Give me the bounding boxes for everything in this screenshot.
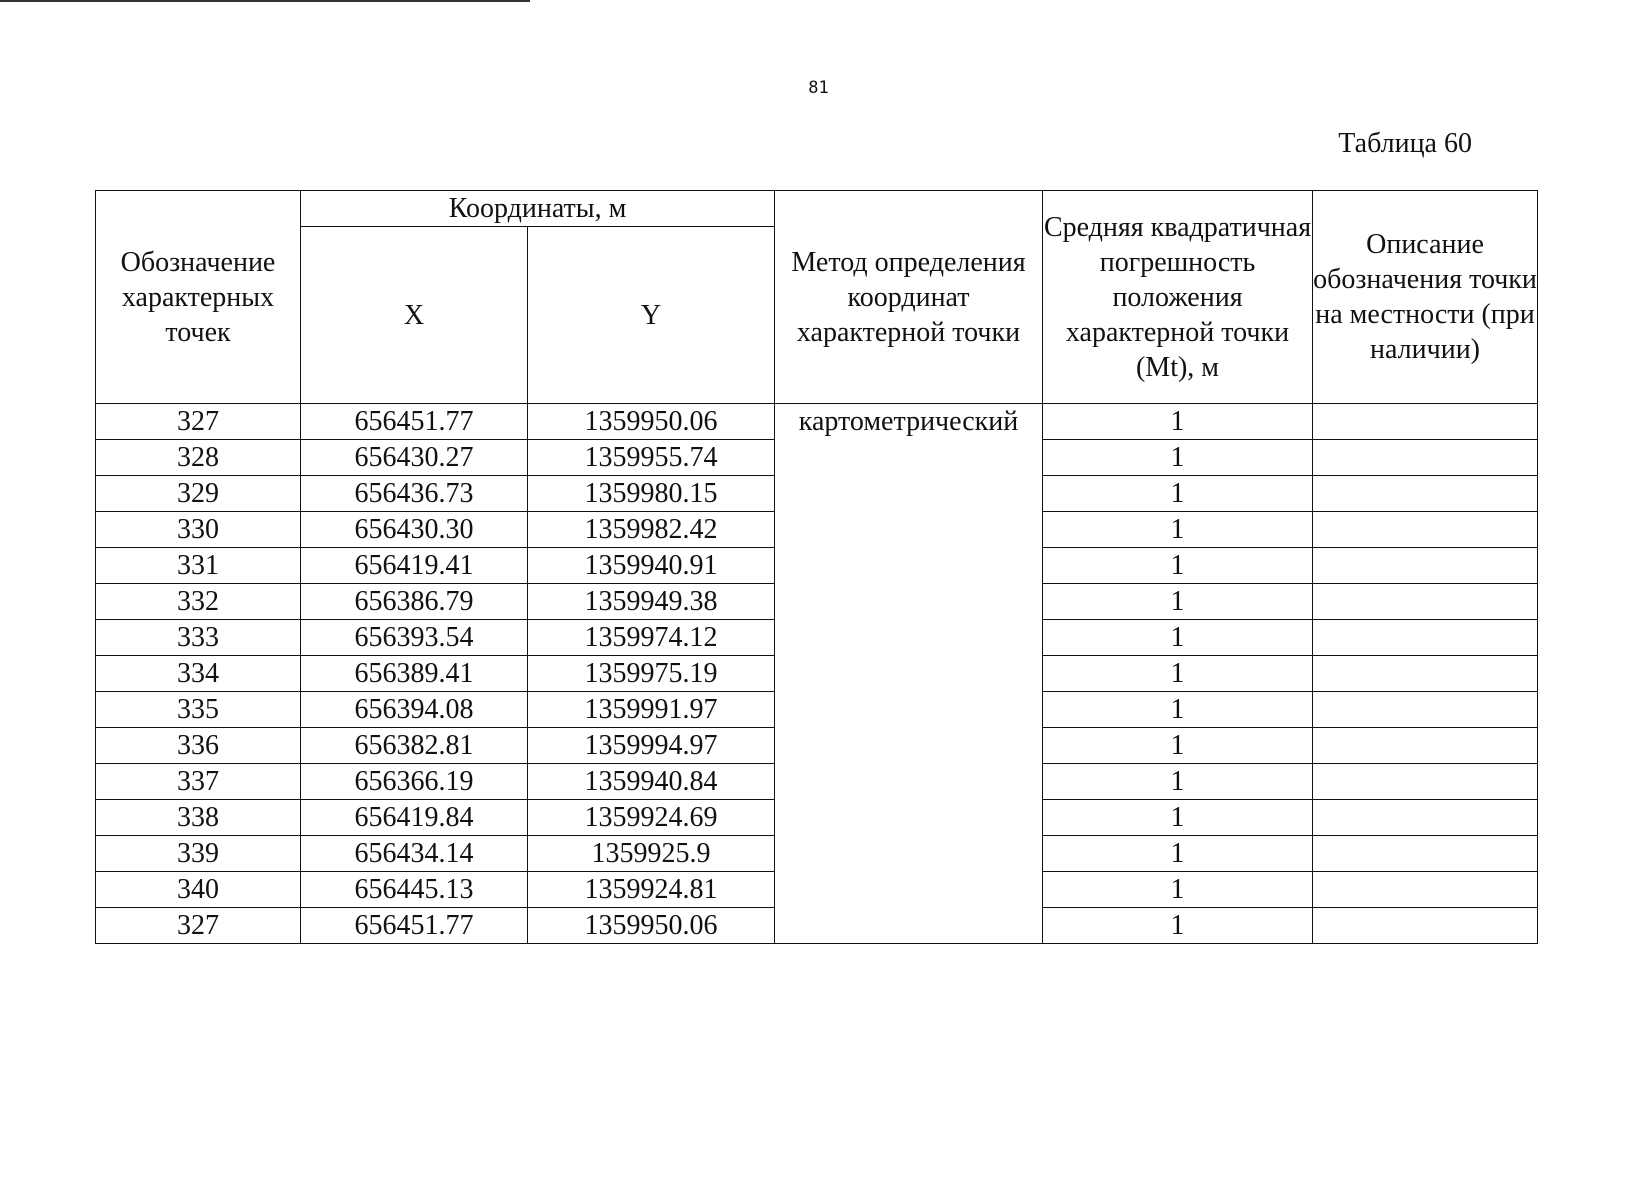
cell-error: 1 <box>1043 872 1313 908</box>
cell-y: 1359950.06 <box>528 908 775 944</box>
cell-y: 1359980.15 <box>528 476 775 512</box>
cell-point: 335 <box>96 692 301 728</box>
cell-description <box>1313 512 1538 548</box>
cell-error: 1 <box>1043 908 1313 944</box>
cell-x: 656389.41 <box>301 656 528 692</box>
cell-y: 1359924.81 <box>528 872 775 908</box>
cell-description <box>1313 908 1538 944</box>
cell-y: 1359949.38 <box>528 584 775 620</box>
cell-y: 1359991.97 <box>528 692 775 728</box>
cell-x: 656419.41 <box>301 548 528 584</box>
table-row <box>96 404 1538 440</box>
cell-error: 1 <box>1043 440 1313 476</box>
cell-point: 328 <box>96 440 301 476</box>
cell-x: 656451.77 <box>301 404 528 440</box>
cell-point: 338 <box>96 800 301 836</box>
cell-error: 1 <box>1043 728 1313 764</box>
header-coordinates: Координаты, м <box>301 191 775 227</box>
cell-description <box>1313 404 1538 440</box>
cell-error: 1 <box>1043 476 1313 512</box>
cell-error: 1 <box>1043 764 1313 800</box>
cell-method: картометрический <box>775 404 1043 944</box>
cell-x: 656419.84 <box>301 800 528 836</box>
cell-description <box>1313 728 1538 764</box>
cell-description <box>1313 872 1538 908</box>
coordinates-table <box>95 190 1538 944</box>
cell-description <box>1313 440 1538 476</box>
cell-x: 656393.54 <box>301 620 528 656</box>
cell-y: 1359994.97 <box>528 728 775 764</box>
cell-y: 1359955.74 <box>528 440 775 476</box>
table-body <box>96 404 1538 944</box>
cell-description <box>1313 548 1538 584</box>
cell-point: 337 <box>96 764 301 800</box>
cell-y: 1359974.12 <box>528 620 775 656</box>
cell-description <box>1313 692 1538 728</box>
header-y: Y <box>528 227 775 404</box>
cell-error: 1 <box>1043 584 1313 620</box>
page-number: 81 <box>808 78 829 98</box>
cell-description <box>1313 836 1538 872</box>
cell-y: 1359975.19 <box>528 656 775 692</box>
cell-error: 1 <box>1043 800 1313 836</box>
cell-error: 1 <box>1043 404 1313 440</box>
cell-y: 1359925.9 <box>528 836 775 872</box>
cell-description <box>1313 476 1538 512</box>
cell-description <box>1313 584 1538 620</box>
table-caption: Таблица 60 <box>1338 128 1472 159</box>
cell-x: 656366.19 <box>301 764 528 800</box>
cell-point: 331 <box>96 548 301 584</box>
header-point: Обозначение характерных точек <box>96 191 301 404</box>
cell-description <box>1313 800 1538 836</box>
cell-point: 330 <box>96 512 301 548</box>
cell-point: 327 <box>96 908 301 944</box>
cell-point: 333 <box>96 620 301 656</box>
cell-point: 334 <box>96 656 301 692</box>
header-description: Описание обозначения точки на местности (при наличии) <box>1313 191 1538 404</box>
cell-error: 1 <box>1043 692 1313 728</box>
cell-x: 656386.79 <box>301 584 528 620</box>
cell-description <box>1313 764 1538 800</box>
cell-point: 336 <box>96 728 301 764</box>
cell-point: 332 <box>96 584 301 620</box>
cell-x: 656430.30 <box>301 512 528 548</box>
cell-error: 1 <box>1043 620 1313 656</box>
header-error: Средняя квадратичная погрешность положения характерной точки (Mt), м <box>1043 191 1313 404</box>
top-rule <box>0 0 530 2</box>
cell-y: 1359940.84 <box>528 764 775 800</box>
cell-error: 1 <box>1043 656 1313 692</box>
cell-error: 1 <box>1043 836 1313 872</box>
cell-x: 656436.73 <box>301 476 528 512</box>
cell-x: 656430.27 <box>301 440 528 476</box>
cell-x: 656445.13 <box>301 872 528 908</box>
cell-description <box>1313 656 1538 692</box>
cell-point: 329 <box>96 476 301 512</box>
cell-x: 656434.14 <box>301 836 528 872</box>
cell-x: 656451.77 <box>301 908 528 944</box>
cell-error: 1 <box>1043 548 1313 584</box>
header-method: Метод определения координат характерной точки <box>775 191 1043 404</box>
cell-description <box>1313 620 1538 656</box>
cell-point: 327 <box>96 404 301 440</box>
cell-y: 1359950.06 <box>528 404 775 440</box>
cell-y: 1359982.42 <box>528 512 775 548</box>
cell-y: 1359924.69 <box>528 800 775 836</box>
cell-y: 1359940.91 <box>528 548 775 584</box>
cell-x: 656382.81 <box>301 728 528 764</box>
cell-point: 340 <box>96 872 301 908</box>
header-x: X <box>301 227 528 404</box>
cell-point: 339 <box>96 836 301 872</box>
cell-x: 656394.08 <box>301 692 528 728</box>
cell-error: 1 <box>1043 512 1313 548</box>
